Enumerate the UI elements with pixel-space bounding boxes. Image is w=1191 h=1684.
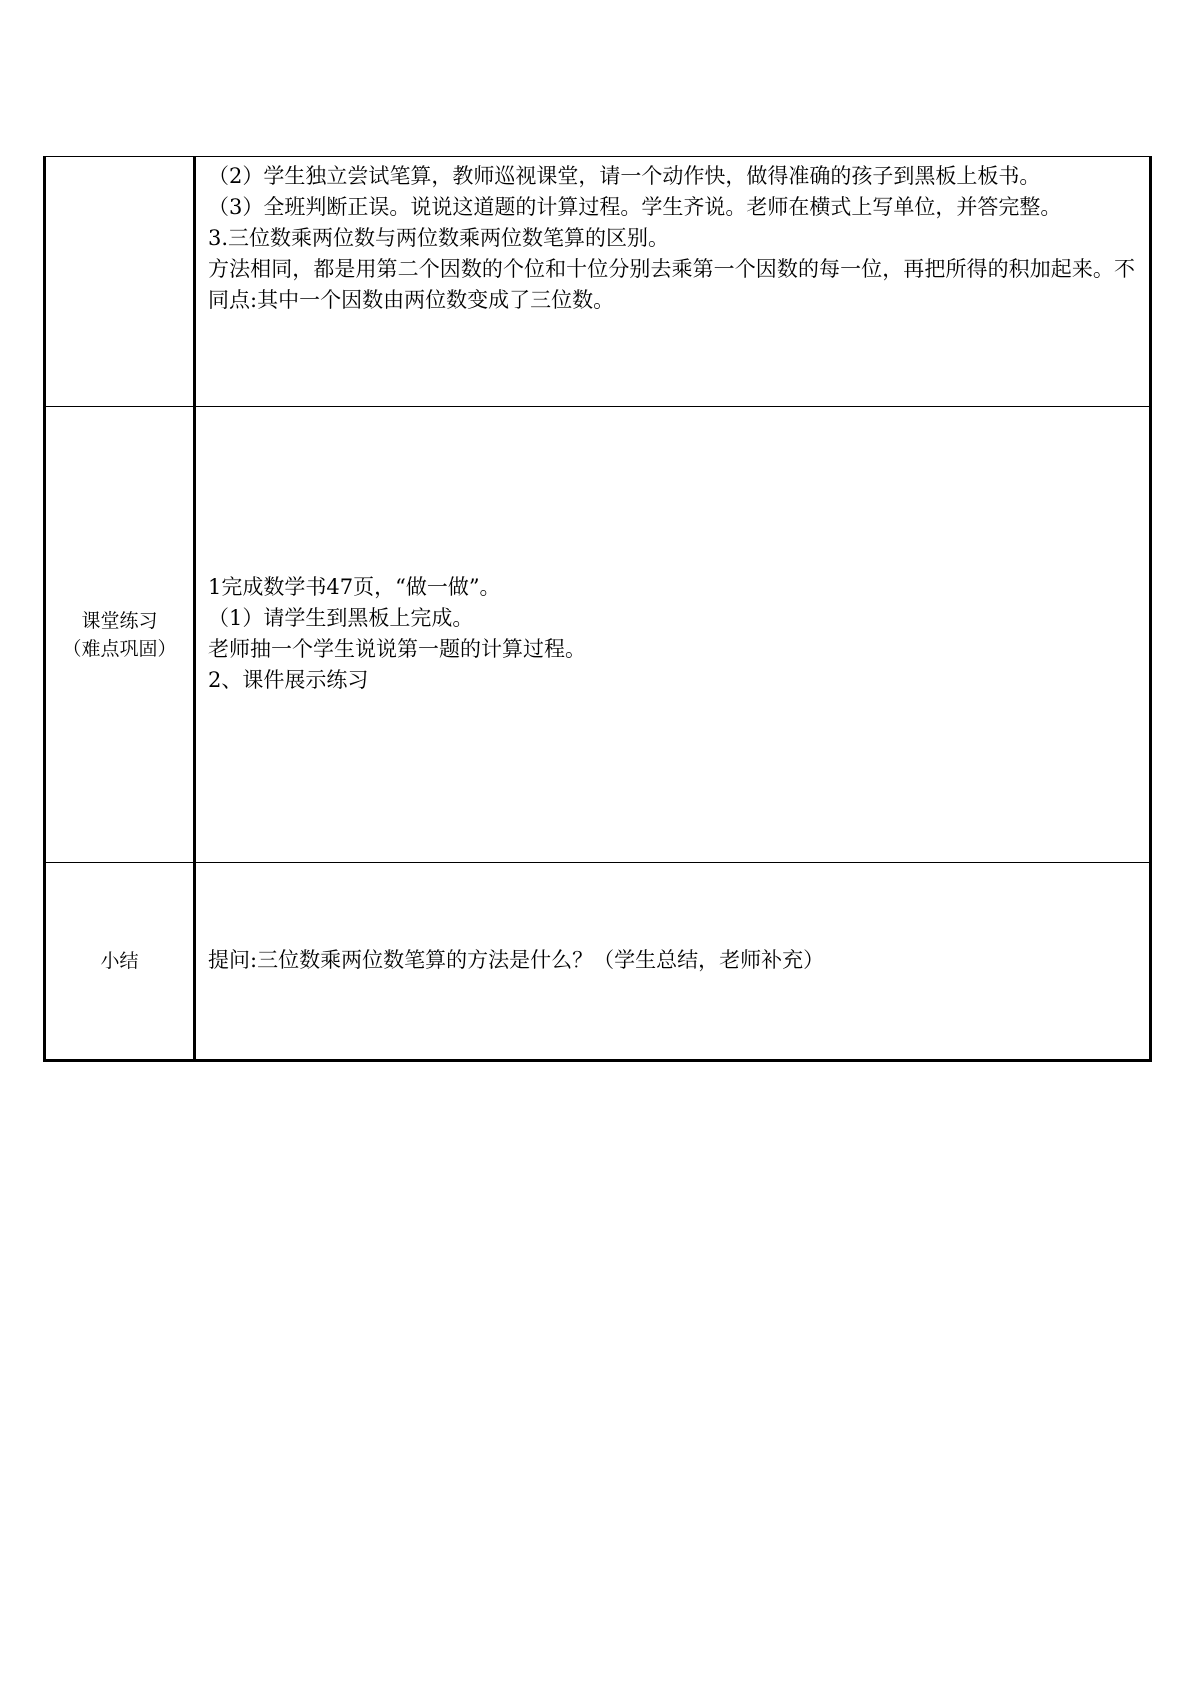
- row-label: 课堂练习: [81, 609, 158, 632]
- content-line: （1）请学生到黑板上完成。: [208, 605, 474, 630]
- table-row: [45, 863, 1151, 1061]
- lesson-plan-table: [43, 156, 1152, 1062]
- content-line: 方法相同，都是用第二个因数的个位和十位分别去乘第一个因数的每一位，再把所得的积加起来。不同点:其中一个因数由两位数变成了三位数。: [208, 257, 1135, 312]
- row-content-cell: [195, 157, 1151, 407]
- row-label: 小结: [100, 950, 139, 972]
- row-label-sub: （难点巩固）: [62, 637, 177, 660]
- content-line: 2、课件展示练习: [208, 667, 369, 692]
- table-row: [45, 157, 1151, 407]
- content-line: （3）全班判断正误。说说这道题的计算过程。学生齐说。老师在横式上写单位，并答完整。: [208, 195, 1062, 219]
- content-line: 老师抽一个学生说说第一题的计算过程。: [208, 636, 586, 661]
- row-content-cell: [195, 863, 1151, 1061]
- content-line: （2）学生独立尝试笔算，教师巡视课堂，请一个动作快，做得准确的孩子到黑板上板书。: [208, 164, 1041, 188]
- row-label-cell: [45, 157, 195, 407]
- row-label-cell: [45, 407, 195, 863]
- content-line: 提问:三位数乘两位数笔算的方法是什么？（学生总结，老师补充）: [208, 947, 825, 972]
- table-row: [45, 407, 1151, 863]
- content-line: 1完成数学书47页，“做一做”。: [208, 574, 501, 599]
- content-line: 3.三位数乘两位数与两位数乘两位数笔算的区别。: [208, 226, 670, 250]
- row-content-cell: [195, 407, 1151, 863]
- row-label-cell: [45, 863, 195, 1061]
